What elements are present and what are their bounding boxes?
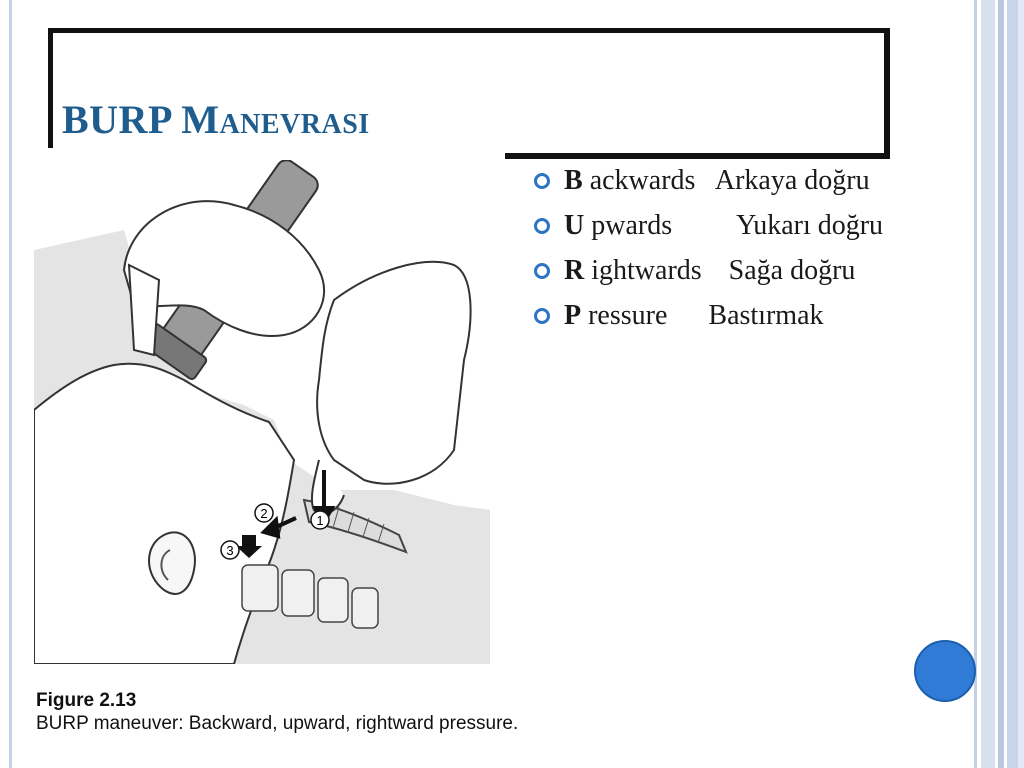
left-edge-decoration	[0, 0, 12, 768]
marker-3: 3	[226, 543, 234, 558]
title-frame-right	[884, 28, 890, 158]
burp-illustration	[34, 160, 490, 664]
bullet-icon	[534, 173, 550, 189]
bullet-english: ightwards	[591, 255, 702, 286]
caption-text: BURP maneuver: Backward, upward, rightward pressure.	[36, 713, 519, 734]
bullet-letter: B	[564, 165, 583, 196]
bullet-item-backwards	[534, 160, 934, 201]
figure-caption	[36, 690, 518, 736]
title-frame-left	[48, 28, 53, 148]
bullet-icon	[534, 308, 550, 324]
marker-1: 1	[316, 513, 324, 528]
bullet-icon	[534, 218, 550, 234]
bullet-english: pwards	[591, 210, 673, 241]
slide-title	[62, 96, 370, 143]
bullet-letter: R	[564, 255, 585, 286]
title-frame-top	[48, 28, 890, 33]
title-second-word: Manevrasi	[181, 97, 370, 142]
bullet-item-pressure	[534, 295, 934, 336]
title-frame-bottom	[505, 153, 890, 159]
bullet-turkish: Sağa doğru	[728, 255, 856, 286]
bullet-turkish: Yukarı doğru	[736, 210, 884, 241]
bullet-letter: P	[564, 300, 582, 331]
marker-2: 2	[260, 506, 268, 521]
bullet-english: ressure	[588, 300, 668, 331]
title-first-word: BURP	[62, 97, 171, 142]
accent-circle-decoration	[914, 640, 976, 702]
bullet-item-upwards	[534, 205, 934, 246]
bullet-item-rightwards	[534, 250, 934, 291]
caption-title: Figure 2.13	[36, 690, 137, 711]
bullet-turkish: Bastırmak	[708, 300, 824, 331]
bullet-english: ackwards	[589, 165, 696, 196]
bullet-letter: U	[564, 210, 585, 241]
burp-maneuver-drawing	[34, 160, 490, 664]
bullet-list	[534, 160, 934, 340]
bullet-turkish: Arkaya doğru	[714, 165, 870, 196]
right-stripe-decoration	[974, 0, 1024, 768]
bullet-icon	[534, 263, 550, 279]
